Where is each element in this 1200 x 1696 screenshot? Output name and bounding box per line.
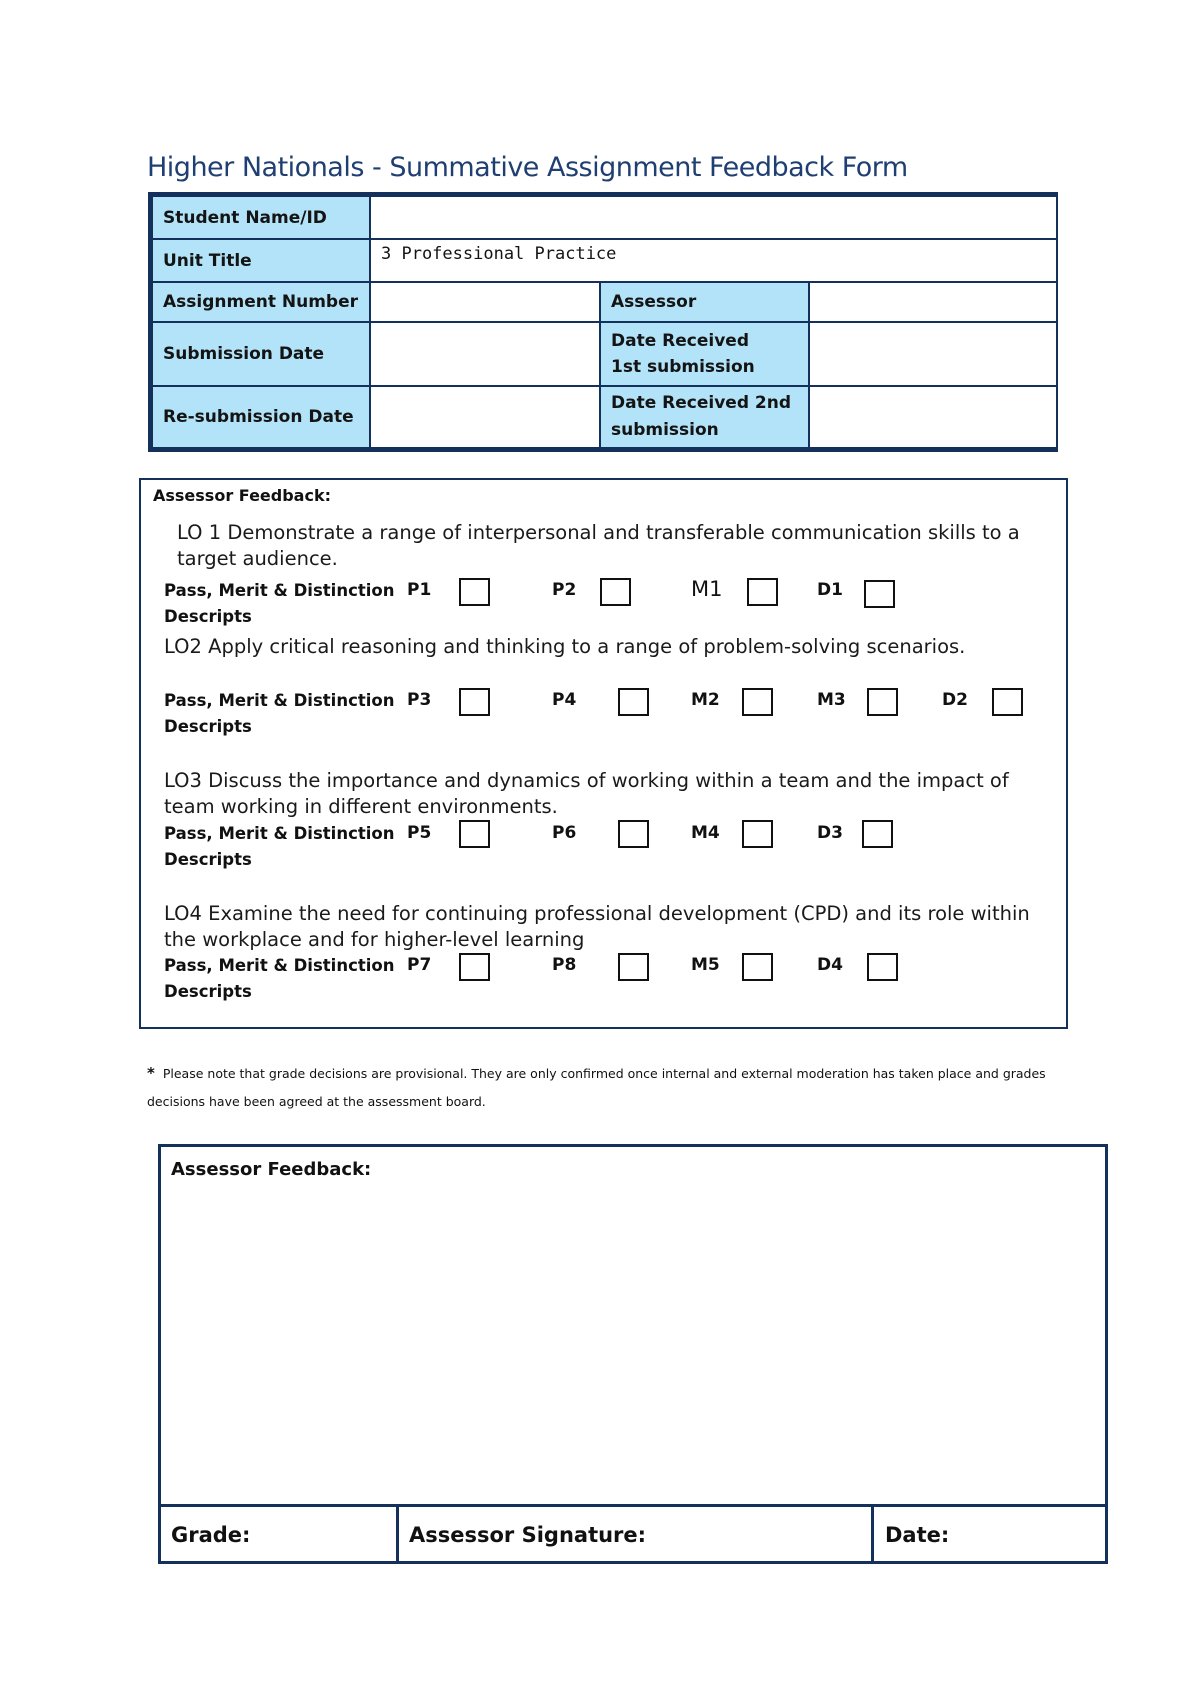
criterion-m1-label: M1 xyxy=(691,577,723,601)
criterion-p2-checkbox[interactable] xyxy=(600,578,631,606)
criterion-p5-label: P5 xyxy=(407,823,432,843)
unit-title-field[interactable]: 3 Professional Practice xyxy=(369,238,1058,283)
criterion-d3-label: D3 xyxy=(817,823,843,843)
lo4-text: LO4 Examine the need for continuing professional development (CPD) and its role within the workplace and for higher-level learning xyxy=(164,902,1030,951)
learning-outcomes-panel xyxy=(139,478,1068,1029)
resubmission-date-label: Re-submission Date xyxy=(151,385,371,449)
provisional-note xyxy=(147,1059,1067,1116)
criterion-m4-label: M4 xyxy=(691,823,720,843)
date-received-2-field[interactable] xyxy=(808,385,1058,449)
lo3-pmd-label: Pass, Merit & Distinction Descripts xyxy=(164,824,395,869)
submission-date-field[interactable] xyxy=(369,321,601,387)
criterion-p2-label: P2 xyxy=(552,580,577,600)
assessor-label: Assessor xyxy=(599,281,810,323)
criterion-d2-label: D2 xyxy=(942,690,968,710)
criterion-p8-checkbox[interactable] xyxy=(618,953,649,981)
criterion-p6-checkbox[interactable] xyxy=(618,820,649,848)
criterion-m5-label: M5 xyxy=(691,955,720,975)
lo1-text: LO 1 Demonstrate a range of interpersonal and transferable communication skills to a target audience. xyxy=(177,521,1020,570)
criterion-p1-checkbox[interactable] xyxy=(459,578,490,606)
criterion-d2-checkbox[interactable] xyxy=(992,688,1023,716)
note-asterisk: * xyxy=(147,1064,155,1082)
criterion-d1-checkbox[interactable] xyxy=(864,580,895,608)
lo4-pmd-label: Pass, Merit & Distinction Descripts xyxy=(164,956,395,1001)
lo2-pmd-label: Pass, Merit & Distinction Descripts xyxy=(164,691,395,736)
unit-title-label: Unit Title xyxy=(151,238,371,283)
criterion-p3-label: P3 xyxy=(407,690,432,710)
submission-date-label: Submission Date xyxy=(151,321,371,387)
criterion-p7-label: P7 xyxy=(407,955,432,975)
info-table xyxy=(148,192,1058,452)
criterion-p4-label: P4 xyxy=(552,690,577,710)
note-text: Please note that grade decisions are provisional. They are only confirmed once internal and external moderation has taken place and grades decisions have been agreed at the assessment board. xyxy=(147,1066,1046,1109)
criterion-m3-label: M3 xyxy=(817,690,846,710)
resubmission-date-field[interactable] xyxy=(369,385,601,449)
feedback-footer-divider xyxy=(161,1504,1105,1507)
criterion-d1-label: D1 xyxy=(817,580,843,600)
assessor-signature-label: Assessor Signature: xyxy=(409,1523,647,1547)
lo2-text: LO2 Apply critical reasoning and thinking to a range of problem-solving scenarios. xyxy=(164,635,966,658)
criterion-p6-label: P6 xyxy=(552,823,577,843)
criterion-d4-label: D4 xyxy=(817,955,843,975)
lo1-pmd-label: Pass, Merit & Distinction Descripts xyxy=(164,581,395,626)
date-received-1-label: Date Received 1st submission xyxy=(599,321,810,387)
lo3-text: LO3 Discuss the importance and dynamics of working within a team and the impact of team working in different environments. xyxy=(164,769,1009,818)
footer-divider-1 xyxy=(396,1504,399,1561)
criterion-m2-checkbox[interactable] xyxy=(742,688,773,716)
criterion-p1-label: P1 xyxy=(407,580,432,600)
criterion-m5-checkbox[interactable] xyxy=(742,953,773,981)
criterion-d4-checkbox[interactable] xyxy=(867,953,898,981)
student-name-field[interactable] xyxy=(369,195,1058,240)
page-title: Higher Nationals - Summative Assignment Feedback Form xyxy=(147,152,908,183)
criterion-m3-checkbox[interactable] xyxy=(867,688,898,716)
student-name-label: Student Name/ID xyxy=(151,195,371,240)
assessor-field[interactable] xyxy=(808,281,1058,323)
assessor-feedback-textarea[interactable] xyxy=(165,1191,1101,1499)
criterion-p7-checkbox[interactable] xyxy=(459,953,490,981)
footer-divider-2 xyxy=(871,1504,874,1561)
criterion-m4-checkbox[interactable] xyxy=(742,820,773,848)
assignment-number-label: Assignment Number xyxy=(151,281,371,323)
assessor-feedback-heading: Assessor Feedback: xyxy=(153,486,331,505)
criterion-p8-label: P8 xyxy=(552,955,577,975)
date-label: Date: xyxy=(885,1523,950,1547)
criterion-p3-checkbox[interactable] xyxy=(459,688,490,716)
criterion-m2-label: M2 xyxy=(691,690,720,710)
assessor-feedback-box-heading: Assessor Feedback: xyxy=(171,1159,372,1180)
criterion-p5-checkbox[interactable] xyxy=(459,820,490,848)
date-received-2-label: Date Received 2nd submission xyxy=(599,385,810,449)
grade-label: Grade: xyxy=(171,1523,251,1547)
assessor-feedback-box xyxy=(158,1144,1108,1564)
assignment-number-field[interactable] xyxy=(369,281,601,323)
date-received-1-field[interactable] xyxy=(808,321,1058,387)
criterion-m1-checkbox[interactable] xyxy=(747,578,778,606)
criterion-p4-checkbox[interactable] xyxy=(618,688,649,716)
criterion-d3-checkbox[interactable] xyxy=(862,820,893,848)
